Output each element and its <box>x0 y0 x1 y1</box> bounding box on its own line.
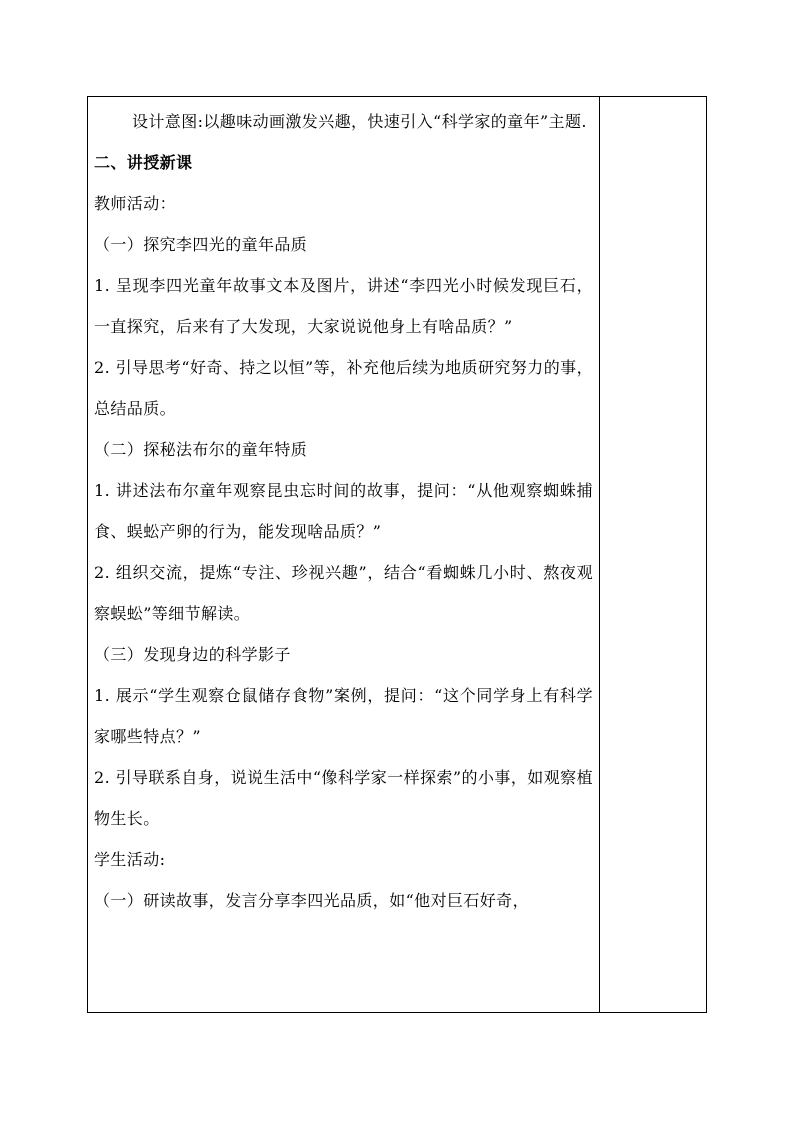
lesson-content-cell <box>88 97 600 1012</box>
part2-item2: 2. 组织交流，提炼“专注、珍视兴趣”，结合“看蜘蛛几小时、熬夜观察蜈蚣”等细节解读。 <box>94 563 593 623</box>
student-activity-label: 学生活动: <box>94 850 166 869</box>
part1-item1: 1. 呈现李四光童年故事文本及图片，讲述“李四光小时候发现巨石，一直探究，后来有了大发现，大家说说他身上有啥品质？” <box>94 276 593 336</box>
part1-item2: 2. 引导思考“好奇、持之以恒”等，补充他后续为地质研究努力的事，总结品质。 <box>94 358 593 418</box>
notes-cell <box>600 97 706 1012</box>
section-heading: 二、讲授新课 <box>94 153 193 172</box>
part3-item1: 1. 展示“学生观察仓鼠储存食物”案例，提问：“这个同学身上有科学家哪些特点？” <box>94 686 593 746</box>
student-item1: （一）研读故事，发言分享李四光品质，如“他对巨石好奇， <box>94 891 529 910</box>
lesson-plan-table <box>87 96 707 1013</box>
part3-title: （三）发现身边的科学影子 <box>94 645 291 664</box>
part1-title: （一）探究李四光的童年品质 <box>94 235 308 254</box>
part2-item1: 1. 讲述法布尔童年观察昆虫忘时间的故事，提问：“从他观察蜘蛛捕食、蜈蚣产卵的行为，能发现啥品质？” <box>94 481 593 541</box>
part2-title: （二）探秘法布尔的童年特质 <box>94 440 308 459</box>
part3-item2: 2. 引导联系自身，说说生活中“像科学家一样探索”的小事，如观察植物生长。 <box>94 768 593 828</box>
teacher-activity-label: 教师活动： <box>94 194 177 213</box>
design-intent-text: 设计意图:以趣味动画激发兴趣，快速引入“科学家的童年”主题. <box>132 112 587 131</box>
